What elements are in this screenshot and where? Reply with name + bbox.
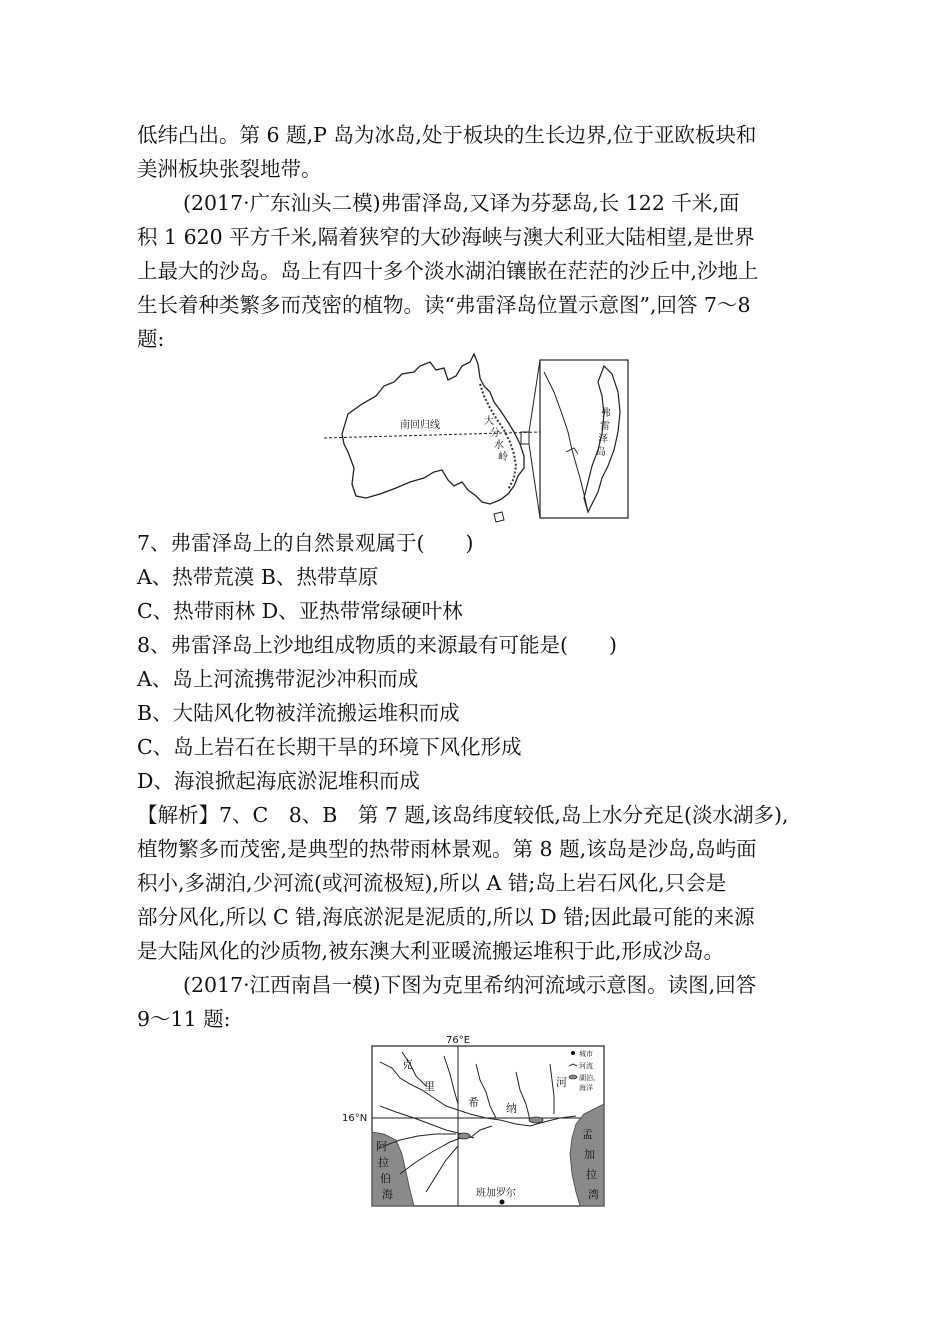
bay-of-bengal-char: 湾 [588,1188,599,1201]
question-8-option-b: B、大陆风化物被洋流搬运堆积而成 [137,701,460,725]
text-line: 低纬凸出。第 6 题,P 岛为冰岛,处于板块的生长边界,位于亚欧板块和 [137,123,757,147]
range-label-char: 大 [484,416,494,427]
question-block [137,526,827,798]
text-line: 题: [137,327,165,351]
bay-of-bengal-char: 加 [584,1148,595,1161]
arabian-sea-char: 海 [382,1188,393,1201]
legend-city-label: 城市 [579,1050,593,1058]
text-line: (2017·江西南昌一模)下图为克里希纳河流域示意图。读图,回答 [183,973,757,997]
text-line: 生长着种类繁多而茂密的植物。读“弗雷泽岛位置示意图”,回答 7～8 [137,293,751,317]
city-dot [500,1200,505,1205]
longitude-label: 76°E [446,1035,471,1046]
arabian-sea-char: 伯 [380,1172,391,1185]
text-line: 积 1 620 平方千米,隔着狭窄的大砂海峡与澳大利亚大陆相望,是世界 [137,225,755,249]
river-name-char: 克 [402,1058,413,1071]
island-label-char: 泽 [598,434,608,445]
island-label-char: 雷 [600,421,610,432]
text-line: 是大陆风化的沙质物,被东澳大利亚暖流搬运堆积于此,形成沙岛。 [137,939,725,963]
question-7: 7、弗雷泽岛上的自然景观属于( ) [137,531,474,555]
text-line: (2017·广东汕头二模)弗雷泽岛,又译为芬瑟岛,长 122 千米,面 [183,191,740,215]
city-label: 班加罗尔 [476,1188,516,1199]
island-label-char: 弗 [601,408,611,419]
question-8-option-c: C、岛上岩石在长期干旱的环境下风化形成 [137,735,522,759]
text-line: 植物繁多而茂密,是典型的热带雨林景观。第 8 题,该岛是沙岛,岛屿面 [137,837,757,861]
lake [458,1133,470,1139]
krishna-river-basin-map [340,1034,610,1210]
paragraph-prev-analysis [137,118,827,186]
text-line: 美洲板块张裂地带。 [137,157,322,181]
range-label-char: 岭 [498,452,508,463]
river-name-char: 里 [424,1080,435,1093]
text-line: 部分风化,所以 C 错,海底淤泥是泥质的,所以 D 错;因此最可能的来源 [137,905,755,929]
river-name-char: 希 [468,1096,479,1109]
question-8: 8、弗雷泽岛上沙地组成物质的来源最有可能是( ) [137,633,618,657]
range-label-char: 分 [490,428,500,439]
paragraph-fraser-intro [137,186,827,356]
range-label-char: 水 [494,440,504,451]
legend-river-label: 河流 [579,1062,593,1070]
arabian-sea-char: 阿 [376,1140,387,1153]
bay-of-bengal-char: 孟 [582,1128,593,1141]
analysis-block [137,798,827,968]
bay-of-bengal-char: 拉 [586,1168,597,1181]
question-8-option-d: D、海浪掀起海底淤泥堆积而成 [137,769,420,793]
question-8-option-a: A、岛上河流携带泥沙冲积而成 [137,667,419,691]
latitude-label: 16°N [342,1113,368,1124]
text-line: 积小,多湖泊,少河流(或河流极短),所以 A 错;岛上岩石风化,只会是 [137,871,727,895]
river-name-char: 纳 [506,1102,517,1115]
island-label-char: 岛 [596,447,606,458]
question-7-options-cd: C、热带雨林 D、亚热带常绿硬叶林 [137,599,463,623]
fraser-island-location-map [318,352,638,524]
tropic-label: 南回归线 [400,420,440,431]
text-line: 【解析】7、C 8、B 第 7 题,该岛纬度较低,岛上水分充足(淡水湖多), [137,803,789,827]
text-line: 上最大的沙岛。岛上有四十多个淡水湖泊镶嵌在茫茫的沙丘中,沙地上 [137,259,759,283]
text-line: 9～11 题: [137,1007,231,1031]
legend-city-icon [571,1051,575,1055]
lake [529,1117,543,1123]
legend-lake-icon [569,1075,577,1079]
legend-ocean-label: 海洋 [579,1084,593,1092]
question-7-options-ab: A、热带荒漠 B、热带草原 [137,565,379,589]
paragraph-krishna-intro [137,968,827,1036]
river-name-char: 河 [556,1076,567,1089]
fraser-location-box [521,432,529,444]
arabian-sea-char: 拉 [378,1156,389,1169]
legend-lake-label: 湖泊、 [579,1074,600,1082]
